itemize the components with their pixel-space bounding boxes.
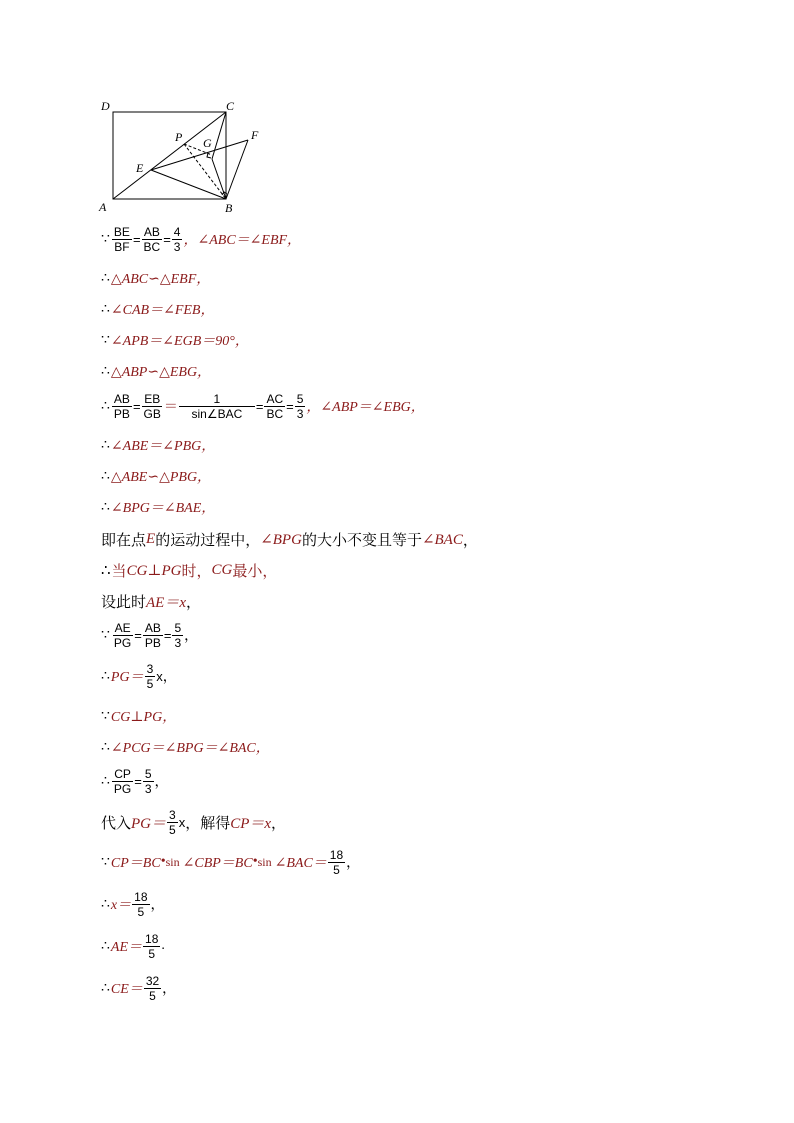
label-b: B xyxy=(225,201,233,215)
step-4: ∵ ∠APB＝∠EGB＝90°， xyxy=(101,332,249,349)
geometry-figure xyxy=(96,95,276,220)
step-8: ∴ △ABE∽△PBG， xyxy=(101,468,212,485)
because-symbol: ∵ xyxy=(101,231,110,247)
label-g: G xyxy=(203,136,212,150)
label-d: D xyxy=(101,99,110,113)
fraction-1-over-sin: $\frac{1}{\text{sin∠BAC}}$ xyxy=(179,392,255,421)
label-f: F xyxy=(251,128,259,142)
step-15: ∵ CG⊥PG， xyxy=(101,708,177,725)
segment-ef xyxy=(151,140,248,170)
step-18: 代入 PG＝ $\frac{3}{5}$ x ，解得 CP＝x ， xyxy=(101,807,287,837)
label-e: E xyxy=(136,161,144,175)
therefore-symbol: ∴ xyxy=(101,363,110,379)
step-6: ∴ $\frac{AB}{PB}$ = $\frac{EB}{GB}$ ＝ $\frac{1}{\text{sin∠BAC}}$ = $\frac{AC}{BC}$ = $\frac{5}{3}$ ，∠ABP＝∠EBG， xyxy=(101,391,425,421)
step-1: ∵ $\frac{BE}{BF}$ = $\frac{AB}{BC}$ = $\frac{4}{3}$ ，∠ABC＝∠EBF， xyxy=(101,224,302,254)
step-12: 设此时 AE＝x ， xyxy=(101,594,202,611)
step-11: ∴ 当 CG⊥PG 时， CG 最小， xyxy=(101,561,278,580)
segment-bf xyxy=(226,140,248,199)
fraction-4-3: $\frac{4}{3}$ xyxy=(173,224,181,254)
step-13: ∵ $\frac{AE}{PG}$ = $\frac{AB}{PB}$ = $\frac{5}{3}$ ， xyxy=(101,620,199,650)
because-symbol: ∵ xyxy=(101,332,110,348)
label-p: P xyxy=(175,130,183,144)
step-20: ∴ x＝ $\frac{18}{5}$ ， xyxy=(101,889,165,919)
step-9: ∴ ∠BPG＝∠BAE， xyxy=(101,499,216,516)
therefore-symbol: ∴ xyxy=(101,270,110,286)
step-5: ∴ △ABP∽△EBG， xyxy=(101,363,212,380)
label-c: C xyxy=(226,99,235,113)
label-a: A xyxy=(99,200,107,214)
step-2: ∴ △ABC∽△EBF， xyxy=(101,270,211,287)
step-19: ∵ CP＝BC • sin ∠CBP＝BC • sin ∠BAC＝ $\frac{18}{5}$ ， xyxy=(101,847,361,877)
step-16: ∴ ∠PCG＝∠BPG＝∠BAC， xyxy=(101,739,270,756)
step-10: 即在点 E 的运动过程中， ∠BPG 的大小不变且等于 ∠BAC ， xyxy=(101,530,478,549)
step-17: ∴ $\frac{CP}{PG}$ = $\frac{5}{3}$ ， xyxy=(101,766,169,796)
step-21: ∴ AE＝ $\frac{18}{5}$ . xyxy=(101,931,165,961)
segment-cg xyxy=(212,112,226,159)
therefore-symbol: ∴ xyxy=(101,301,110,317)
fraction-be-bf: $\frac{BE}{BF}$ xyxy=(113,224,130,254)
step-7: ∴ ∠ABE＝∠PBG， xyxy=(101,437,216,454)
step-14: ∴ PG＝ $\frac{3}{5}$ x ， xyxy=(101,661,177,691)
therefore-symbol: ∴ xyxy=(101,398,110,414)
step-3: ∴ ∠CAB＝∠FEB， xyxy=(101,301,215,318)
step-22: ∴ CE＝ $\frac{32}{5}$ ， xyxy=(101,973,177,1003)
diagonal-ac xyxy=(113,112,226,199)
fraction-ab-bc: $\frac{AB}{BC}$ xyxy=(143,224,161,254)
